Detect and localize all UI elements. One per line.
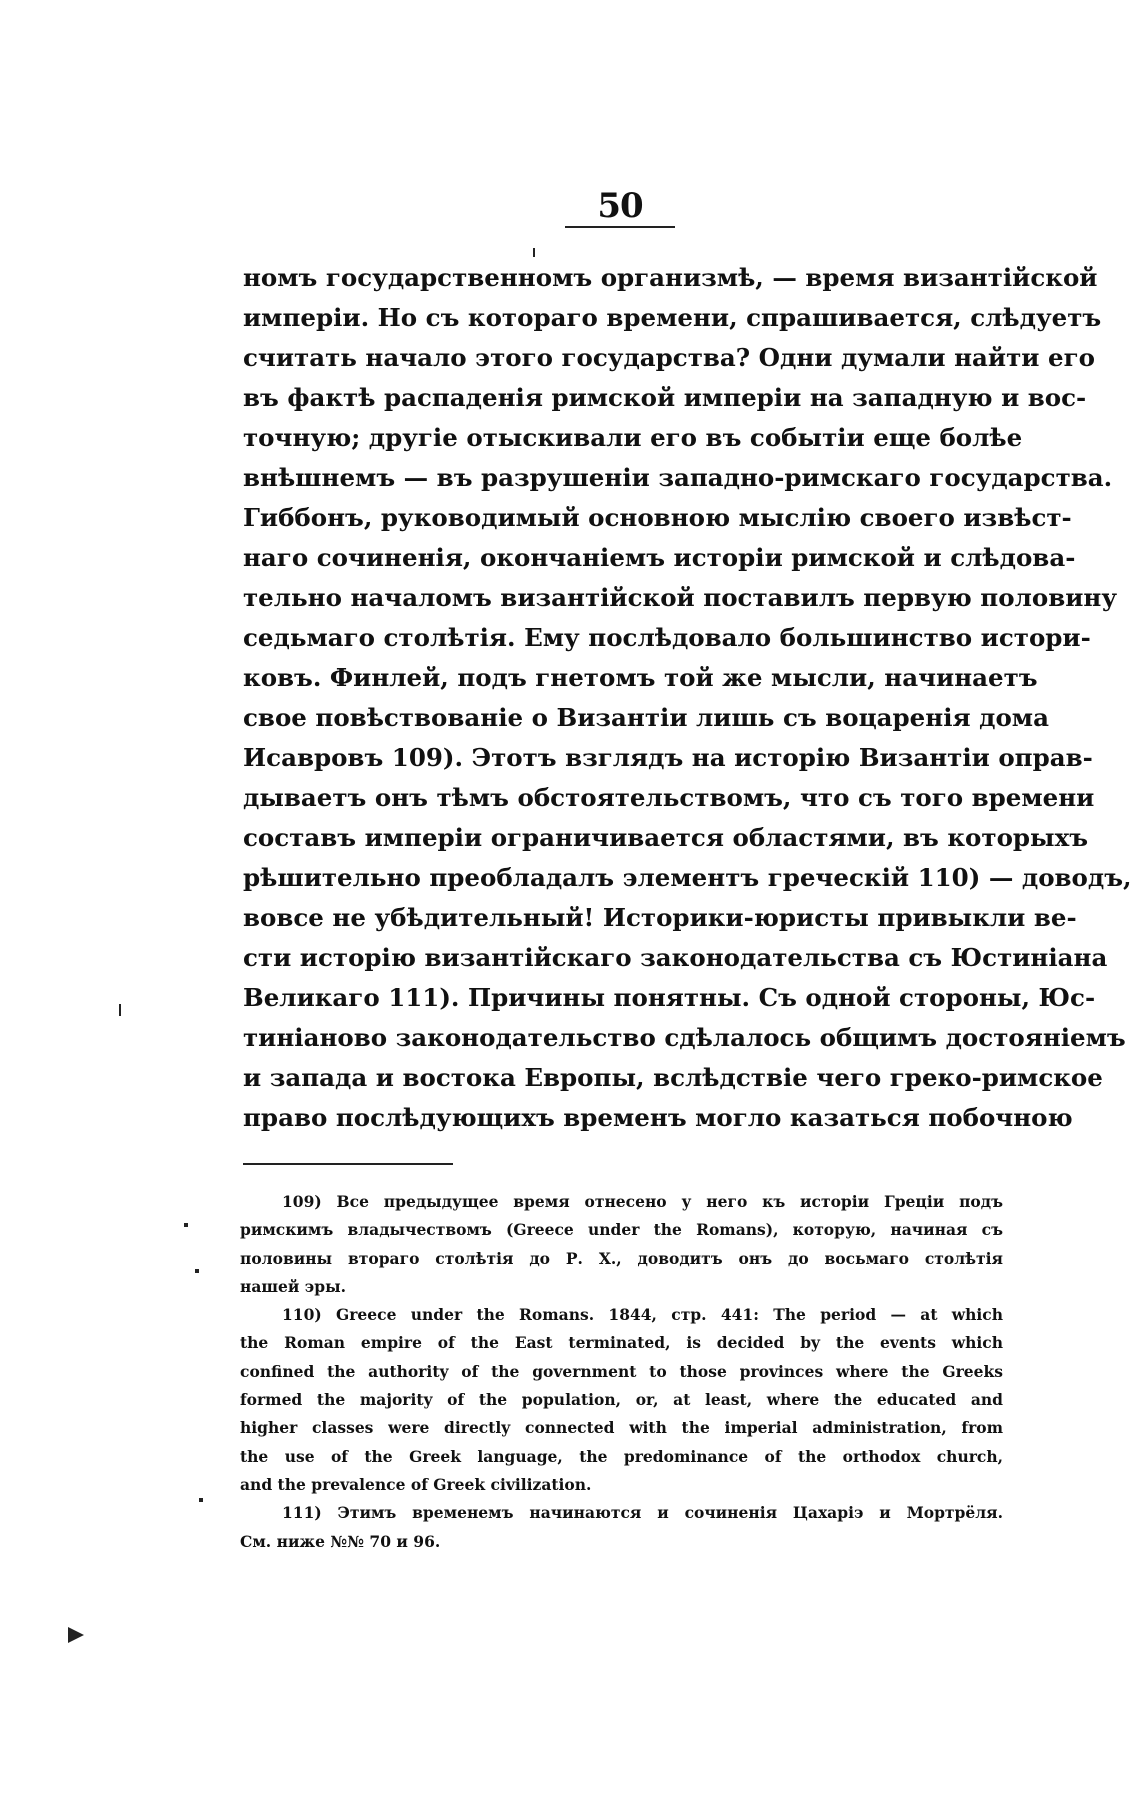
text-line: свое повѣствованіе о Византіи лишь съ воцаренія дома bbox=[243, 703, 1049, 732]
margin-arrow-mark bbox=[68, 1627, 84, 1643]
text-line: сти исторію византійскаго законодательства съ Юстиніана bbox=[243, 943, 1108, 972]
footnote-line: римскимъ владычествомъ (Greece under the Romans), которую, начиная съ bbox=[240, 1220, 1003, 1240]
footnotes bbox=[240, 1188, 1003, 1556]
footnote-line: formed the majority of the population, or, at least, where the educated and bbox=[240, 1390, 1003, 1410]
text-line: седьмаго столѣтія. Ему послѣдовало большинство истори- bbox=[243, 623, 1091, 652]
footnote-separator bbox=[243, 1163, 453, 1165]
text-line: Исавровъ 109). Этотъ взглядъ на исторію Византіи оправ- bbox=[243, 743, 1093, 772]
footnote-line: and the prevalence of Greek civilization. bbox=[240, 1474, 592, 1494]
footnote-line: половины втораго столѣтія до Р. Х., доводитъ онъ до восьмаго столѣтія bbox=[240, 1248, 1003, 1268]
footnote-line: нашей эры. bbox=[240, 1276, 347, 1296]
margin-speck bbox=[199, 1498, 203, 1502]
text-line: ковъ. Финлей, подъ гнетомъ той же мысли, начинаетъ bbox=[243, 663, 1038, 692]
text-line: дываетъ онъ тѣмъ обстоятельствомъ, что съ того времени bbox=[243, 783, 1095, 812]
text-line: рѣшительно преобладалъ элементъ греческій 110) — доводъ, bbox=[243, 863, 1132, 892]
footnote-line: higher classes were directly connected with the imperial administration, from bbox=[240, 1418, 1003, 1438]
main-text bbox=[243, 258, 1132, 1138]
footnote-line: the use of the Greek language, the predominance of the orthodox church, bbox=[240, 1446, 1003, 1466]
text-line: составъ имперіи ограничивается областями, въ которыхъ bbox=[243, 823, 1089, 852]
margin-speck bbox=[119, 1004, 121, 1016]
text-line: право послѣдующихъ временъ могло казаться побочною bbox=[243, 1103, 1073, 1132]
text-line: наго сочиненія, окончаніемъ исторіи римской и слѣдова- bbox=[243, 543, 1076, 572]
text-line: считать начало этого государства? Одни думали найти его bbox=[243, 343, 1095, 372]
text-line: номъ государственномъ организмѣ, — время византійской bbox=[243, 263, 1098, 292]
text-line: тельно началомъ византійской поставилъ первую половину bbox=[243, 583, 1118, 612]
footnote-line: См. ниже №№ 70 и 96. bbox=[240, 1531, 441, 1551]
text-line: вовсе не убѣдительный! Историки-юристы привыкли ве- bbox=[243, 903, 1077, 932]
footnote-line: confined the authority of the government to those provinces where the Greeks bbox=[240, 1361, 1003, 1381]
text-line: точную; другіе отыскивали его въ событіи еще болѣе bbox=[243, 423, 1023, 452]
margin-speck bbox=[195, 1269, 199, 1273]
margin-speck bbox=[184, 1223, 188, 1227]
footnote-line: the Roman empire of the East terminated, is decided by the events which bbox=[240, 1333, 1003, 1353]
text-line: внѣшнемъ — въ разрушеніи западно-римскаго государства. bbox=[243, 463, 1113, 492]
footnote-line: 110) Greece under the Romans. 1844, стр. 441: The period — at which bbox=[282, 1305, 1003, 1325]
footnote-line: 109) Все предыдущее время отнесено у него къ исторіи Греціи подъ bbox=[282, 1192, 1003, 1211]
text-line: имперіи. Но съ котораго времени, спрашивается, слѣдуетъ bbox=[243, 303, 1102, 332]
text-line: Великаго 111). Причины понятны. Съ одной стороны, Юс- bbox=[243, 983, 1096, 1012]
page-number-rule bbox=[565, 226, 675, 228]
footnote-line: 111) Этимъ временемъ начинаются и сочиненія Цахаріэ и Мортрёля. bbox=[282, 1503, 1003, 1523]
text-line: тиніаново законодательство сдѣлалось общимъ достояніемъ bbox=[243, 1023, 1126, 1052]
text-line: Гиббонъ, руководимый основною мыслію своего извѣст- bbox=[243, 503, 1072, 532]
text-line: и запада и востока Европы, вслѣдствіе чего греко-римское bbox=[243, 1063, 1103, 1092]
page-number: 50 bbox=[597, 186, 643, 226]
margin-speck bbox=[533, 248, 535, 257]
text-line: въ фактѣ распаденія римской имперіи на западную и вос- bbox=[243, 383, 1087, 412]
